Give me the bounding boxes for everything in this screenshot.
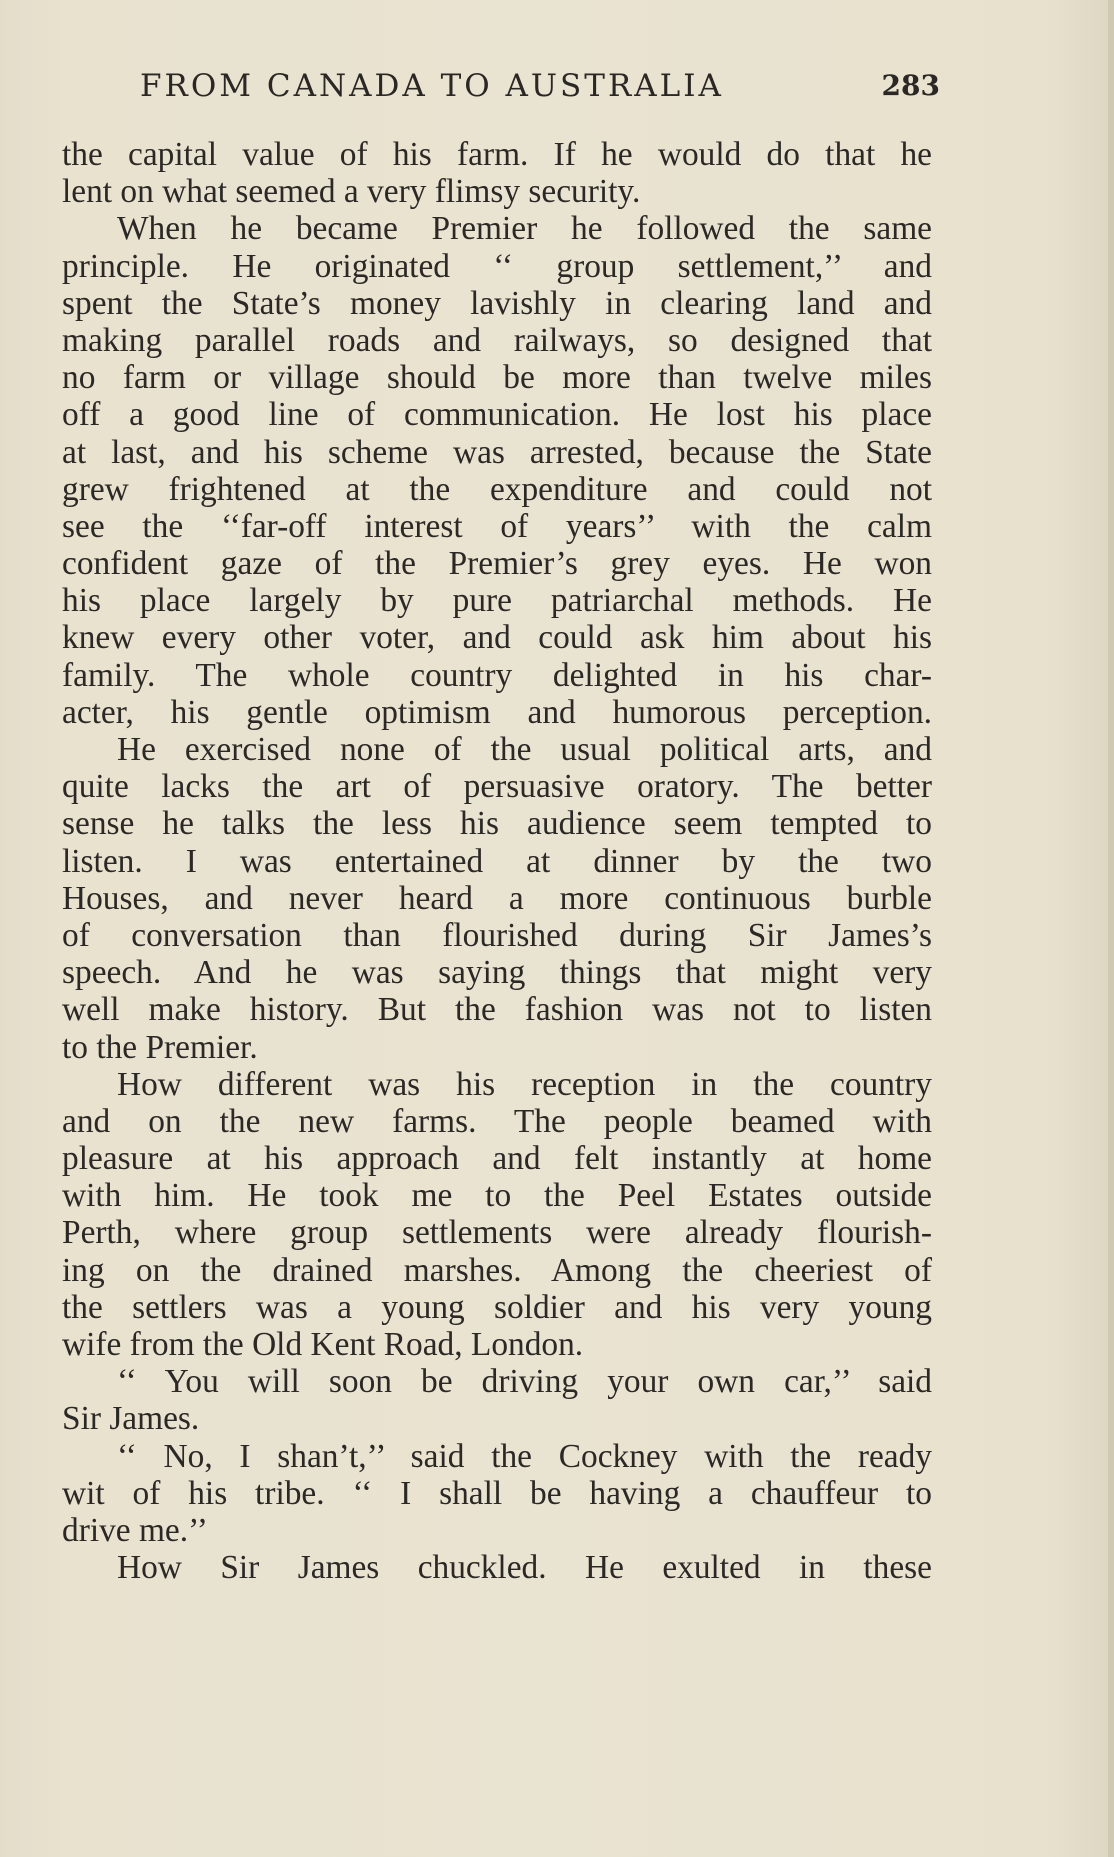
text-line: family. The whole country delighted in his char-: [62, 656, 932, 694]
text-line: off a good line of communication. He lost his place: [62, 396, 932, 434]
text-line: spent the State’s money lavishly in clearing land and: [62, 284, 932, 322]
text-line: ing on the drained marshes. Among the cheeriest of: [62, 1251, 932, 1289]
text-line: knew every other voter, and could ask him about his: [62, 619, 932, 657]
text-line: his place largely by pure patriarchal methods. He: [62, 582, 932, 620]
text-line: at last, and his scheme was arrested, because the State: [62, 433, 932, 471]
text-line: He exercised none of the usual political arts, and: [117, 731, 932, 768]
text-line: and on the new farms. The people beamed with: [62, 1102, 932, 1140]
body-text: [62, 136, 932, 1586]
page-number: 283: [881, 69, 940, 102]
page-edge-shadow: [1108, 0, 1114, 1857]
text-line: Houses, and never heard a more continuous burble: [62, 879, 932, 917]
running-header: [140, 68, 940, 114]
text-line: wife from the Old Kent Road, London.: [62, 1326, 584, 1363]
text-line: speech. And he was saying things that might very: [62, 954, 932, 992]
text-line: How Sir James chuckled. He exulted in these: [117, 1549, 932, 1587]
text-line: principle. He originated ‘‘ group settlement,’’ and: [62, 247, 932, 285]
text-line: making parallel roads and railways, so designed that: [62, 321, 932, 359]
text-line: Sir James.: [62, 1400, 200, 1438]
text-line: Perth, where group settlements were already flourish-: [62, 1214, 932, 1252]
text-line: the capital value of his farm. If he would do that he: [62, 136, 932, 173]
text-line: grew frightened at the expenditure and could not: [62, 470, 932, 508]
text-line: wit of his tribe. ‘‘ I shall be having a chauffeur to: [62, 1474, 932, 1512]
text-line: the settlers was a young soldier and his very young: [62, 1288, 932, 1326]
text-line: confident gaze of the Premier’s grey eyes. He won: [62, 545, 932, 583]
text-line: well make history. But the fashion was not to listen: [62, 991, 932, 1029]
text-line: pleasure at his approach and felt instantly at home: [62, 1140, 932, 1178]
text-line: no farm or village should be more than twelve miles: [62, 359, 932, 397]
text-line: quite lacks the art of persuasive oratory. The better: [62, 768, 932, 806]
running-title: FROM CANADA TO AUSTRALIA: [140, 68, 724, 104]
text-line: drive me.’’: [62, 1511, 208, 1549]
text-line: with him. He took me to the Peel Estates outside: [62, 1177, 932, 1215]
text-line: see the ‘‘far-off interest of years’’ with the calm: [62, 507, 932, 545]
text-line: sense he talks the less his audience seem tempted to: [62, 805, 932, 843]
text-line: of conversation than flourished during Sir James’s: [62, 916, 932, 954]
text-line: How different was his reception in the country: [117, 1065, 932, 1103]
text-line: ‘‘ No, I shan’t,’’ said the Cockney with the ready: [117, 1437, 932, 1475]
text-line: to the Premier.: [62, 1028, 258, 1066]
text-line: ‘‘ You will soon be driving your own car,’’ said: [117, 1363, 932, 1401]
text-line: listen. I was entertained at dinner by the two: [62, 842, 932, 880]
text-line: When he became Premier he followed the same: [117, 210, 932, 248]
text-line: lent on what seemed a very flimsy security.: [62, 173, 641, 211]
text-line: acter, his gentle optimism and humorous perception.: [62, 693, 932, 731]
